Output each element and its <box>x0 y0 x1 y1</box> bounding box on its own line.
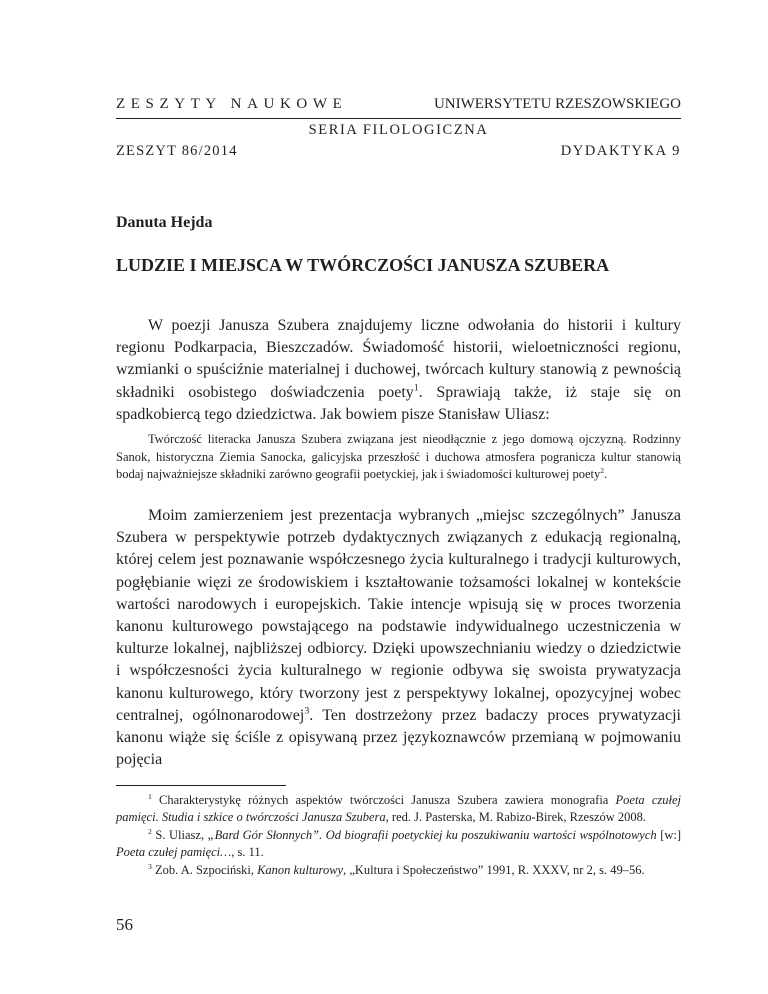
page-number: 56 <box>116 915 133 934</box>
issue-number: ZESZYT 86/2014 <box>116 143 238 159</box>
footnote-3 <box>116 862 681 879</box>
quote-text: Twórczość literacka Janusza Szubera związana jest nieodłącznie z jego domową ojczyzną. Rodzinny Sanok, historyczna Ziemia Sanocka, galicyjska przeszłość i duchowa atmosfera pogranicza kultur stanowią bodaj najważniejsze składniki zarówno geografii poetyckiej, jak i świadomości kulturowej poety <box>116 432 681 481</box>
footnote-2-italic: „Bard Gór Słonnych”. Od biografii poetyckiej ku poszukiwaniu wartości wspólnotowych <box>207 827 657 842</box>
footnote-ref-3[interactable]: 3 <box>304 705 310 717</box>
footnote-3-number: 3 <box>148 861 152 871</box>
footnote-ref-1[interactable]: 1 <box>413 382 419 394</box>
body-paragraph-1 <box>116 315 681 426</box>
article-title: LUDZIE I MIEJSCA W TWÓRCZOŚCI JANUSZA SZUBERA <box>116 255 610 275</box>
footnote-2 <box>116 827 681 862</box>
footnote-rule <box>116 785 286 786</box>
para2-text-a: Moim zamierzeniem jest prezentacja wybranych „miejsc szczególnych” Janusza Szubera w perspektywie potrzeb dydaktycznych związanych z edukacją regionalną, której celem jest poznawanie współczesnego życia kulturalnego i tradycji kulturowych, pogłębianie więzi ze środowiskiem i kształtowanie tożsamości lokalnej w kontekście wartości narodowych i europejskich. Takie intencje wpisują się w proces tworzenia kanonu kulturowego powstającego na podstawie indywidualnego uczestniczenia w kulturze lokalnej, najbliższej odbiorcy. Dzięki upowszechnianiu wiedzy o dziedzictwie i współczesności życia kulturalnego w regionie odbywa się swoista prywatyzacja kanonu kulturowego, który tworzony jest z perspektywy lokalnej, opozycyjnej wobec centralnej, ogólnonarodowej <box>116 507 681 724</box>
block-quote <box>116 431 681 484</box>
footnote-2-number: 2 <box>148 826 152 836</box>
footnote-2-text-c: , s. 11. <box>231 845 264 860</box>
footnote-3-italic: Kanon kulturowy <box>257 862 344 877</box>
para2-text-b: . Ten dostrzeżony przez badaczy proces prywatyzacji kanonu wiąże się ściśle z opisywaną przez językoznawców przemianą w pojmowaniu pojęcia <box>116 706 682 769</box>
footnote-3-text-a: Zob. A. Szpociński, <box>155 862 258 877</box>
journal-header <box>116 96 681 113</box>
footnote-ref-2[interactable]: 2 <box>600 465 605 475</box>
series-name: SERIA FILOLOGICZNA <box>308 122 489 138</box>
footnote-1-number: 1 <box>148 791 152 801</box>
para1-text-b: . Sprawiają także, iż staje się on spadkobiercą tego dziedzictwa. Jak bowiem pisze Stanisław Uliasz: <box>116 383 681 423</box>
header-rule <box>116 118 681 119</box>
footnote-1 <box>116 792 681 827</box>
para1-text-a: W poezji Janusza Szubera znajdujemy liczne odwołania do historii i kultury regionu Podkarpacia, Bieszczadów. Świadomość historii, wieloetniczności regionu, wzmianki o spuściźnie materialnej i duchowej, twórcach kultury stanowią z pewnością składniki osobistego doświadczenia poety <box>116 317 681 401</box>
footnote-1-text-a: Charakterystykę różnych aspektów twórczości Janusza Szubera zawiera monografia <box>159 793 616 807</box>
footnotes <box>116 792 681 879</box>
footnote-2-italic-2: Poeta czułej pamięci… <box>116 845 232 860</box>
quote-end: . <box>604 467 608 481</box>
footnote-3-text-b: , „Kultura i Społeczeństwo” 1991, R. XXXV, nr 2, s. 49–56. <box>343 862 645 877</box>
footnote-1-italic: Poeta czułej pamięci. Studia i szkice o twórczości Janusza Szubera <box>116 793 681 825</box>
body-paragraph-2 <box>116 505 681 771</box>
section-name: DYDAKTYKA 9 <box>560 143 681 159</box>
footnote-2-text-b: [w:] <box>656 827 682 842</box>
journal-name: ZESZYTY NAUKOWE <box>116 96 348 112</box>
footnote-1-text-b: , red. J. Pasterska, M. Rabizo-Birek, Rzeszów 2008. <box>385 810 647 825</box>
author-name: Danuta Hejda <box>116 214 213 231</box>
footnote-2-text-a: S. Uliasz, <box>155 827 208 842</box>
university-name: UNIWERSYTETU RZESZOWSKIEGO <box>433 96 681 112</box>
